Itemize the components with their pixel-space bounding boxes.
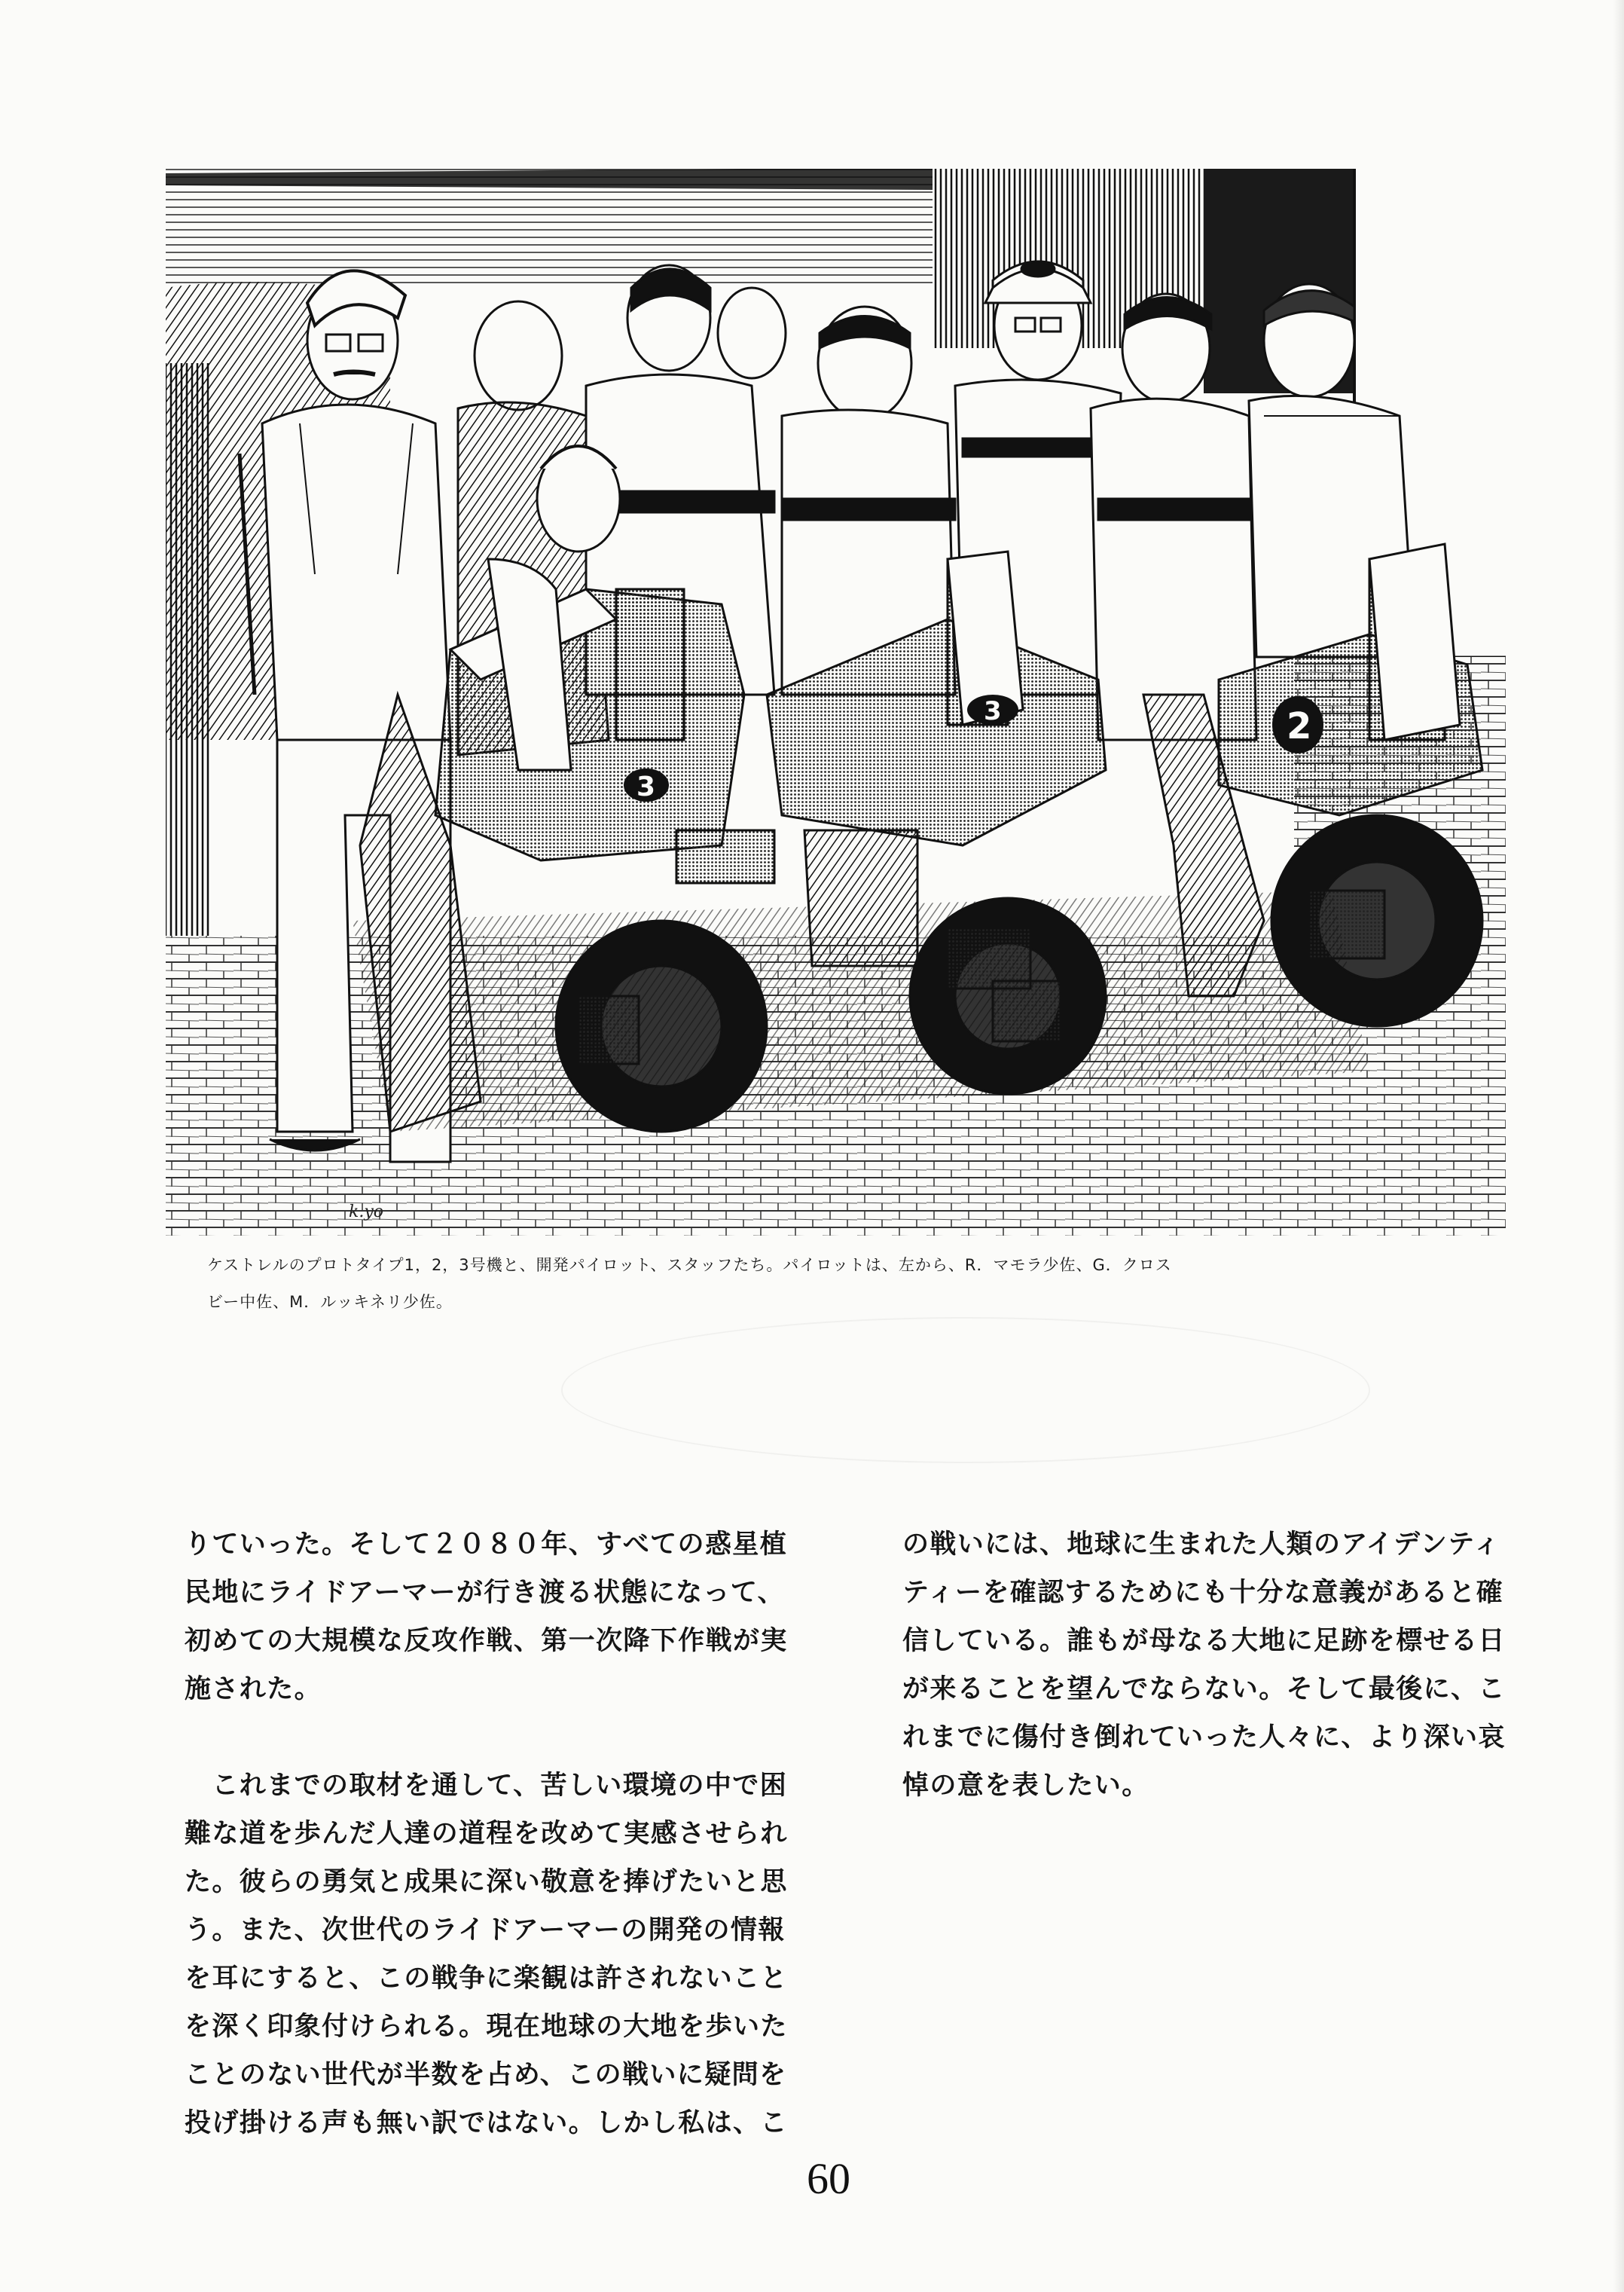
text-line: 初めての大規模な反攻作戦、第一次降下作戦が実	[185, 1626, 788, 1656]
text-line: 投げ掛ける声も無い訳ではない。しかし私は、こ	[185, 2108, 788, 2138]
text-line: た。彼らの勇気と成果に深い敬意を捧げたいと思	[185, 1867, 788, 1897]
text-line: これまでの取材を通して、苦しい環境の中で困	[185, 1771, 788, 1801]
caption-line: ケストレルのプロトタイプ1，2，3号機と、開発パイロット、スタッフたち。パイロットは、左から、R．マモラ少佐、G．クロス	[207, 1256, 1172, 1274]
text-line: 施された。	[185, 1674, 322, 1704]
text-line: う。また、次世代のライドアーマーの開発の情報	[185, 1915, 786, 1945]
text-line: 民地にライドアーマーが行き渡る状態になって、	[185, 1578, 785, 1608]
page-number: 60	[807, 2154, 850, 2203]
artist-signature: k.yo	[349, 1203, 383, 1221]
text-line: ティーを確認するためにも十分な意義があると確	[902, 1578, 1504, 1608]
text-line: の戦いには、地球に生まれた人類のアイデンティ	[902, 1530, 1501, 1560]
bike-2-number: 3	[984, 696, 1002, 726]
faint-show-through-mark	[561, 1317, 1370, 1463]
page-edge-shadow	[1613, 0, 1624, 2292]
paragraph-gap	[185, 1713, 787, 1762]
illustration-caption	[207, 1247, 1352, 1321]
text-line: りていった。そして２０８０年、すべての惑星植	[185, 1530, 788, 1560]
text-line: 難な道を歩んだ人達の道程を改めて実感させられ	[185, 1819, 788, 1849]
text-line: が来ることを望んでならない。そして最後に、こ	[902, 1674, 1506, 1704]
text-line: ことのない世代が半数を占め、この戦いに疑問を	[185, 2060, 787, 2090]
text-line: れまでに傷付き倒れていった人々に、より深い哀	[902, 1722, 1506, 1753]
illustration-pilots-with-ride-armors	[164, 167, 1507, 1237]
text-line: を耳にすると、この戦争に楽観は許されないこと	[185, 1963, 788, 1994]
text-line: を深く印象付けられる。現在地球の大地を歩いた	[185, 2012, 788, 2042]
text-line: 信している。誰もが母なる大地に足跡を標せる日	[902, 1626, 1506, 1656]
body-text-left-column	[185, 1520, 787, 2147]
text-line: 悼の意を表したい。	[902, 1771, 1149, 1801]
caption-line: ビー中佐、M．ルッキネリ少佐。	[207, 1293, 453, 1311]
bike-1-number: 3	[636, 772, 656, 802]
body-text-right-column	[902, 1520, 1505, 1810]
bike-3-number: 2	[1287, 705, 1312, 747]
